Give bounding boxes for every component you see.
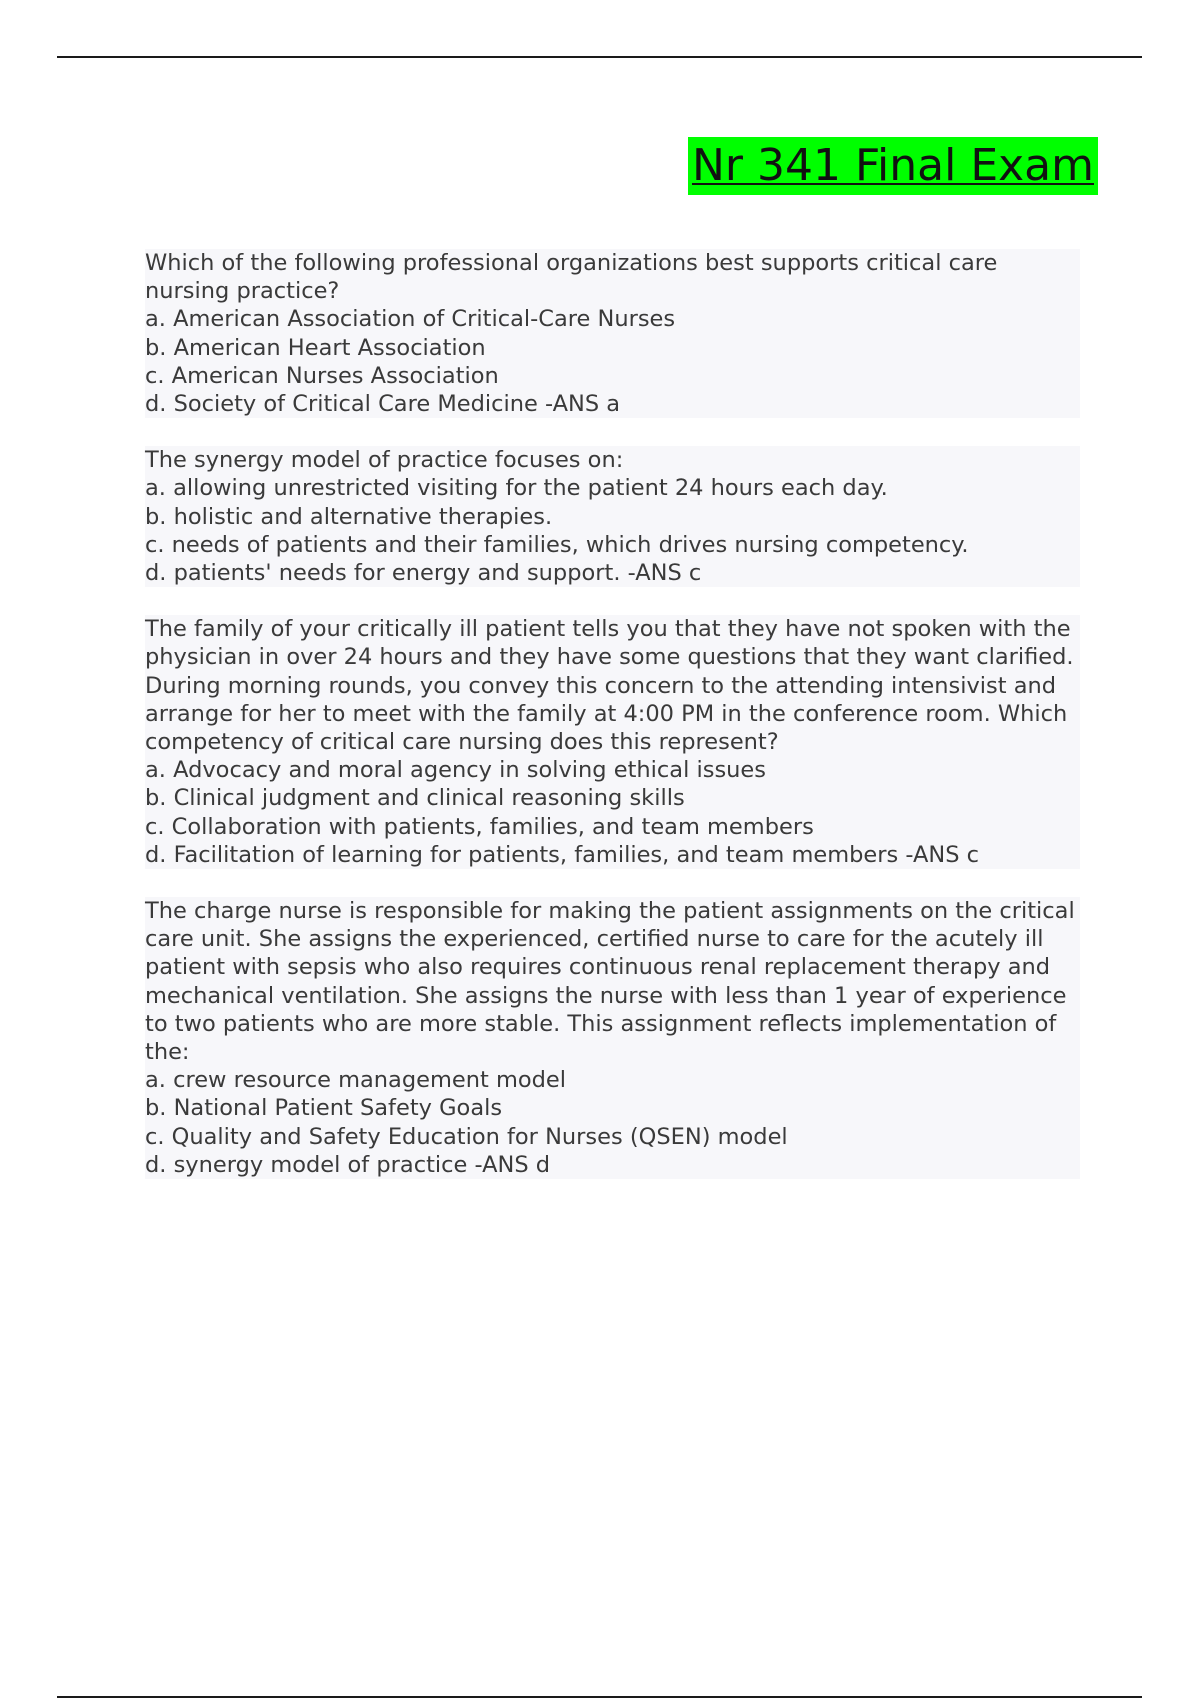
answer-option: a. allowing unrestricted visiting for the patient 24 hours each day. <box>145 475 888 502</box>
question-block <box>145 446 1080 587</box>
answer-option: c. Collaboration with patients, families, and team members <box>145 813 814 840</box>
title-highlight <box>688 137 1098 195</box>
answer-option: d. Society of Critical Care Medicine -ANS a <box>145 391 621 418</box>
answer-option: a. Advocacy and moral agency in solving ethical issues <box>145 757 766 784</box>
answer-option: a. crew resource management model <box>145 1067 567 1094</box>
question-text: The synergy model of practice focuses on: <box>145 447 624 474</box>
question-block <box>145 897 1080 1179</box>
document-title: Nr 341 Final Exam <box>691 140 1094 191</box>
question-text: The charge nurse is responsible for making the patient assignments on the critical care unit. She assigns the experienced, certified nurse to care for the acutely ill patient with sepsis who also requires continuous renal replacement therapy and mechanical ventilation. She assigns the nurse with less than 1 year of experience to two patients who are more stable. This assignment reflects implementation of the: <box>145 898 1075 1066</box>
question-text: The family of your critically ill patient tells you that they have not spoken with the physician in over 24 hours and they have some questions that they want clarified. During morning rounds, you convey this concern to the attending intensivist and arrange for her to meet with the family at 4:00 PM in the conference room. Which competency of critical care nursing does this represent? <box>145 616 1074 756</box>
answer-option: d. synergy model of practice -ANS d <box>145 1151 551 1178</box>
bottom-divider <box>57 1696 1142 1698</box>
questions-container <box>145 249 1080 1207</box>
question-block <box>145 249 1080 418</box>
answer-option: b. American Heart Association <box>145 334 486 361</box>
answer-option: b. National Patient Safety Goals <box>145 1095 503 1122</box>
answer-option: c. American Nurses Association <box>145 362 499 389</box>
question-block <box>145 615 1080 869</box>
answer-option: b. holistic and alternative therapies. <box>145 503 553 530</box>
answer-option: c. needs of patients and their families, which drives nursing competency. <box>145 531 969 558</box>
question-text: Which of the following professional organizations best supports critical care nursing practice? <box>145 250 998 305</box>
answer-option: b. Clinical judgment and clinical reasoning skills <box>145 785 685 812</box>
answer-option: a. American Association of Critical-Care Nurses <box>145 306 676 333</box>
answer-option: c. Quality and Safety Education for Nurses (QSEN) model <box>145 1123 788 1150</box>
answer-option: d. Facilitation of learning for patients, families, and team members -ANS c <box>145 841 980 868</box>
top-divider <box>57 56 1142 58</box>
answer-option: d. patients' needs for energy and support. -ANS c <box>145 560 702 587</box>
